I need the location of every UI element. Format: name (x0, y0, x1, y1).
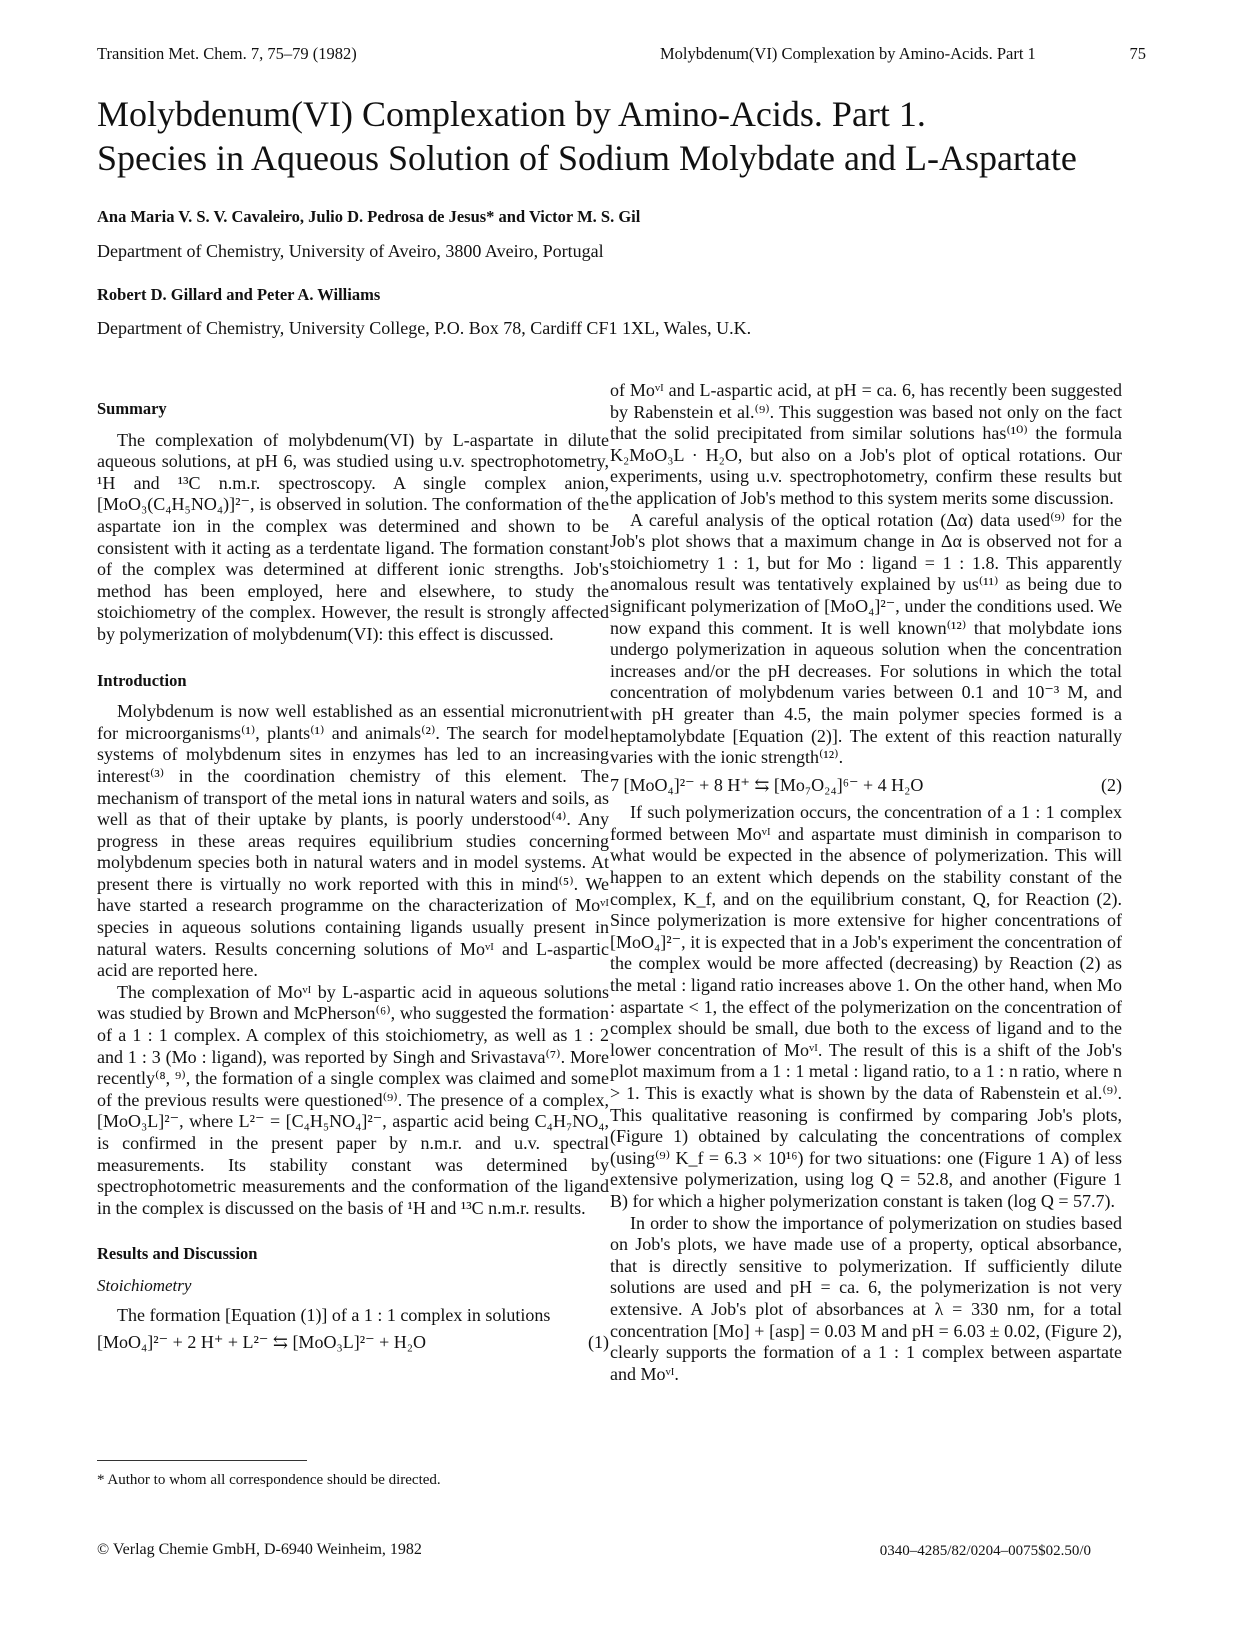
right-paragraph-1: of Moᵛᴵ and L-aspartic acid, at pH = ca. 6, has recently been suggested by Rabenstein et al.⁽⁹⁾. This suggestion was based not only on the fact that the solid precipitated from similar solutions has⁽¹⁰⁾ the formula K₂MoO₃L · H₂O, but also on a Job's plot of optical rotations. Our experiments, using u.v. spectrophotometry, confirm these results but the application of Job's method to this system merits some discussion. (610, 380, 1122, 508)
right-paragraph-4: In order to show the importance of polymerization on studies based on Job's plots, we have made use of a property, optical absorbance, that is directly sensitive to polymerization. If sufficiently dilute solutions are used and pH = ca. 6, the polymerization is not very extensive. A Job's plot of absorbances at λ = 330 nm, for a total concentration [Mo] + [asp] = 0.03 M and pH = 6.03 ± 0.02, (Figure 2), clearly supports the formation of a 1 : 1 complex between aspartate and Moᵛᴵ. (610, 1212, 1122, 1384)
journal-citation: Transition Met. Chem. 7, 75–79 (1982) (97, 44, 357, 63)
footnote: * Author to whom all correspondence should be directed. (97, 1472, 441, 1488)
results-heading: Results and Discussion (97, 1244, 258, 1264)
authors-aveiro: Ana Maria V. S. V. Cavaleiro, Julio D. Pedrosa de Jesus* and Victor M. S. Gil (97, 207, 641, 226)
running-title: Molybdenum(VI) Complexation by Amino-Acids. Part 1 (660, 44, 1036, 63)
equation-1 (97, 1332, 609, 1354)
right-paragraph-3: If such polymerization occurs, the concentration of a 1 : 1 complex formed between Moᵛᴵ and aspartate must diminish in comparison to what would be expected in the absence of polymerization. This will happen to an extent which depends on the stability constant of the complex, K_f, and on the equilibrium constant, Q, for Reaction (2). Since polymerization is more extensive for higher concentrations of [MoO₄]²⁻, it is expected that in a Job's experiment the concentration of the complex would be more affected (decreasing) by Reaction (2) as the metal : ligand ratio increases above 1. On the other hand, when Mo : aspartate < 1, the effect of the polymerization on the concentration of complex should be small, due both to the excess of ligand and to the lower concentration of Moᵛᴵ. The result of this is a shift of the Job's plot maximum from a 1 : 1 metal : ligand ratio, to a 1 : n ratio, where n > 1. This is exactly what is shown by the data of Rabenstein et al.⁽⁹⁾. This qualitative reasoning is confirmed by comparing Job's plots, (Figure 1) obtained by calculating the concentrations of complex (using⁽⁹⁾ K_f = 6.3 × 10¹⁶) for two situations: one (Figure 1 A) of less extensive polymerization, using log Q = 52.8, and another (Figure 1 B) for which a higher polymerization constant is taken (log Q = 57.7). (610, 802, 1122, 1211)
article-code: 0340–4285/82/0204–0075$02.50/0 (879, 1543, 1091, 1559)
equation-2 (610, 775, 1122, 797)
introduction-heading: Introduction (97, 670, 187, 690)
right-paragraph-2: A careful analysis of the optical rotation (Δα) data used⁽⁹⁾ for the Job's plot shows that a maximum change in Δα is observed not for a stoichiometry 1 : 1, but for Mo : ligand = 1 : 1.8. This apparently anomalous result was tentatively explained by us⁽¹¹⁾ as being due to significant polymerization of [MoO₄]²⁻, under the conditions used. We now expand this comment. It is well known⁽¹²⁾ that molybdate ions undergo polymerization in aqueous solution when the concentration increases and/or the pH decreases. For solutions in which the total concentration of molybdenum varies between 0.1 and 10⁻³ M, and with pH greater than 4.5, the main polymer species formed is a heptamolybdate [Equation (2)]. The extent of this reaction naturally varies with the ionic strength⁽¹²⁾. (610, 509, 1122, 768)
left-column (97, 398, 609, 1360)
page-number: 75 (1129, 44, 1146, 63)
right-column (610, 380, 1122, 1385)
title-line-2: Species in Aqueous Solution of Sodium Molybdate and L-Aspartate (97, 138, 1077, 178)
equation-2-formula: 7 [MoO₄]²⁻ + 8 H⁺ ⇆ [Mo₇O₂₄]⁶⁻ + 4 H₂O (610, 774, 924, 795)
running-head (97, 44, 1146, 66)
stoichiometry-subheading: Stoichiometry (97, 1275, 192, 1295)
equation-2-number: (2) (1101, 774, 1122, 795)
affiliation-cardiff: Department of Chemistry, University College, P.O. Box 78, Cardiff CF1 1XL, Wales, U.K. (97, 318, 752, 338)
introduction-paragraph-2: The complexation of Moᵛᴵ by L-aspartic acid in aqueous solutions was studied by Brown and McPherson⁽⁶⁾, who suggested the formation of a 1 : 1 complex. A complex of this stoichiometry, as well as 1 : 2 and 1 : 3 (Mo : ligand), was reported by Singh and Srivastava⁽⁷⁾. More recently⁽⁸, ⁹⁾, the formation of a single complex was claimed and some of the previous results were questioned⁽⁹⁾. The presence of a complex, [MoO₃L]²⁻, where L²⁻ = [C₄H₅NO₄]²⁻, aspartic acid being C₄H₇NO₄, is confirmed in the present paper by n.m.r. and u.v. spectral measurements. Its stability constant was determined by spectrophotometric measurements and the conformation of the ligand in the complex is discussed on the basis of ¹H and ¹³C n.m.r. results. (97, 981, 609, 1218)
summary-text: The complexation of molybdenum(VI) by L-aspartate in dilute aqueous solutions, at pH 6, was studied using u.v. spectrophotometry, ¹H and ¹³C n.m.r. spectroscopy. A single complex anion, [MoO₃(C₄H₅NO₄)]²⁻, is observed in solution. The conformation of the aspartate ion in the complex was determined and shown to be consistent with it acting as a terdentate ligand. The formation constant of the complex was determined at different ionic strengths. Job's method has been employed, here and elsewhere, to study the stoichiometry of the complex. However, the result is strongly affected by polymerization of molybdenum(VI): this effect is discussed. (97, 429, 609, 644)
equation-1-formula: [MoO₄]²⁻ + 2 H⁺ + L²⁻ ⇆ [MoO₃L]²⁻ + H₂O (97, 1332, 427, 1353)
title-line-1: Molybdenum(VI) Complexation by Amino-Acids. Part 1. (97, 94, 926, 134)
results-paragraph-1: The formation [Equation (1)] of a 1 : 1 complex in solutions (117, 1304, 551, 1325)
copyright-line: © Verlag Chemie GmbH, D-6940 Weinheim, 1982 (97, 1541, 422, 1558)
summary-heading: Summary (97, 399, 167, 418)
equation-1-number: (1) (588, 1332, 609, 1353)
footnote-rule (97, 1460, 307, 1461)
authors-cardiff: Robert D. Gillard and Peter A. Williams (97, 285, 381, 304)
introduction-paragraph-1: Molybdenum is now well established as an essential micronutrient for microorganisms⁽¹⁾, plants⁽¹⁾ and animals⁽²⁾. The search for model systems of molybdenum sites in enzymes has led to an increasing interest⁽³⁾ in the coordination chemistry of this element. The mechanism of transport of the metal ions in natural waters and soils, as well as that of their uptake by plants, is poorly understood⁽⁴⁾. Any progress in these areas requires equilibrium studies concerning molybdenum species both in natural waters and in model systems. At present there is virtually no work reported with this in mind⁽⁵⁾. We have started a research programme on the characterization of Moᵛᴵ species in aqueous solutions containing ligands usually present in natural waters. Results concerning solutions of Moᵛᴵ and L-aspartic acid are reported here. (97, 701, 609, 981)
article-title (97, 92, 1157, 180)
affiliation-aveiro: Department of Chemistry, University of Aveiro, 3800 Aveiro, Portugal (97, 241, 604, 261)
